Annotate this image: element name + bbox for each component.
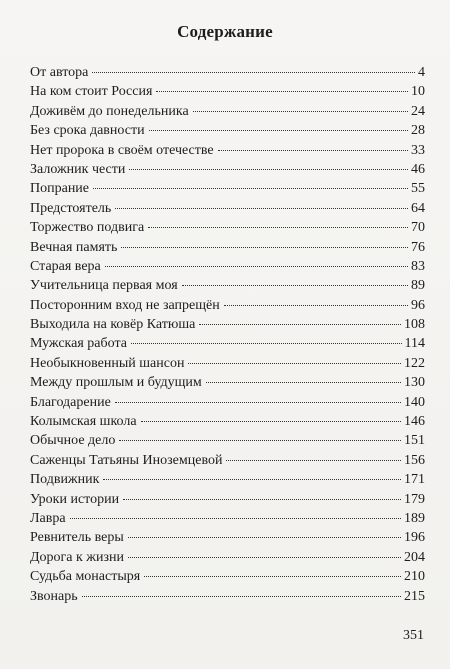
- toc-entry-page: 196: [404, 530, 425, 546]
- toc-entry-title: Подвижник: [30, 472, 100, 488]
- toc-entry: [30, 179, 425, 198]
- toc-entry-page: 70: [411, 220, 425, 236]
- toc-entry-title: Между прошлым и будущим: [30, 375, 202, 391]
- toc-entry: [30, 160, 425, 179]
- toc-entry-title: Звонарь: [30, 588, 78, 604]
- toc-entry-title: Старая вера: [30, 258, 101, 274]
- toc-entry-page: 151: [404, 433, 425, 449]
- toc-entry-page: 28: [411, 123, 425, 139]
- toc-entry-page: 10: [411, 84, 425, 100]
- toc-entry-page: 171: [404, 472, 425, 488]
- toc-entry: [30, 354, 425, 373]
- toc-entry-page: 33: [411, 142, 425, 158]
- dot-leader: [105, 266, 408, 267]
- toc-entry-page: 46: [411, 161, 425, 177]
- toc-entry: [30, 218, 425, 237]
- dot-leader: [199, 324, 401, 325]
- toc-entry-title: Заложник чести: [30, 161, 126, 177]
- toc-entry: [30, 82, 425, 101]
- dot-leader: [141, 421, 401, 422]
- dot-leader: [224, 305, 408, 306]
- toc-entry-title: Посторонним вход не запрещён: [30, 297, 220, 313]
- toc-entry-page: 83: [411, 258, 425, 274]
- toc-entry: [30, 393, 425, 412]
- toc-entry-title: На ком стоит Россия: [30, 84, 153, 100]
- dot-leader: [206, 382, 401, 383]
- toc-entry-title: Доживём до понедельника: [30, 103, 189, 119]
- toc-entry-title: Без срока давности: [30, 123, 145, 139]
- toc-entry-page: 76: [411, 239, 425, 255]
- toc-entry-title: Попрание: [30, 181, 90, 197]
- toc-entry: [30, 257, 425, 276]
- dot-leader: [121, 247, 408, 248]
- dot-leader: [93, 188, 408, 189]
- dot-leader: [144, 576, 401, 577]
- toc-entry: [30, 490, 425, 509]
- dot-leader: [70, 518, 401, 519]
- toc-entry-page: 140: [404, 394, 425, 410]
- toc-entry-page: 179: [404, 491, 425, 507]
- page-title: Содержание: [177, 22, 273, 41]
- toc-entry-page: 24: [411, 103, 425, 119]
- toc-entry: [30, 121, 425, 140]
- toc-entry: [30, 412, 425, 431]
- toc-entry: [30, 334, 425, 353]
- toc-entry-title: Мужская работа: [30, 336, 127, 352]
- toc-entry-title: Необыкновенный шансон: [30, 355, 185, 371]
- toc-entry-title: Лавра: [30, 510, 66, 526]
- dot-leader: [115, 402, 401, 403]
- dot-leader: [218, 150, 408, 151]
- dot-leader: [82, 596, 401, 597]
- toc-entry: [30, 431, 425, 450]
- toc-entry: [30, 276, 425, 295]
- dot-leader: [128, 557, 401, 558]
- toc-entry-page: 204: [404, 549, 425, 565]
- toc-entry-title: Судьба монастыря: [30, 569, 141, 585]
- table-of-contents: [30, 63, 425, 606]
- toc-entry-page: 156: [404, 452, 425, 468]
- toc-entry-page: 4: [418, 65, 425, 80]
- toc-entry: [30, 567, 425, 586]
- toc-entry: [30, 470, 425, 489]
- toc-entry-page: 89: [411, 278, 425, 294]
- toc-entry-title: Выходила на ковёр Катюша: [30, 317, 196, 333]
- toc-entry-title: Колымская школа: [30, 414, 137, 430]
- toc-entry: [30, 141, 425, 160]
- dot-leader: [193, 111, 408, 112]
- toc-entry-page: 55: [411, 181, 425, 197]
- toc-entry-page: 122: [404, 355, 425, 371]
- toc-entry: [30, 509, 425, 528]
- toc-entry-page: 108: [404, 317, 425, 333]
- toc-entry-title: Учительница первая моя: [30, 278, 178, 294]
- toc-entry-page: 210: [404, 569, 425, 585]
- toc-entry: [30, 451, 425, 470]
- dot-leader: [92, 72, 415, 73]
- toc-entry-title: Предстоятель: [30, 200, 112, 216]
- toc-entry: [30, 528, 425, 547]
- dot-leader: [123, 499, 401, 500]
- dot-leader: [131, 343, 402, 344]
- dot-leader: [128, 537, 401, 538]
- toc-entry-page: 189: [404, 510, 425, 526]
- toc-entry-page: 96: [411, 297, 425, 313]
- dot-leader: [103, 479, 401, 480]
- toc-entry-title: Ревнитель веры: [30, 530, 124, 546]
- dot-leader: [156, 91, 408, 92]
- toc-entry-title: Обычное дело: [30, 433, 116, 449]
- dot-leader: [182, 285, 408, 286]
- dot-leader: [148, 227, 408, 228]
- dot-leader: [129, 169, 408, 170]
- toc-entry: [30, 238, 425, 257]
- toc-entry-title: Вечная память: [30, 239, 118, 255]
- toc-entry: [30, 587, 425, 606]
- toc-entry-title: Уроки истории: [30, 491, 120, 507]
- toc-entry-page: 114: [404, 336, 425, 352]
- dot-leader: [149, 130, 408, 131]
- toc-entry: [30, 296, 425, 315]
- page-number: 351: [403, 628, 424, 643]
- toc-entry-title: Благодарение: [30, 394, 111, 410]
- dot-leader: [115, 208, 408, 209]
- toc-entry-page: 64: [411, 200, 425, 216]
- toc-entry-title: Нет пророка в своём отечестве: [30, 142, 214, 158]
- toc-entry-page: 215: [404, 588, 425, 604]
- toc-entry: [30, 373, 425, 392]
- toc-entry: [30, 199, 425, 218]
- toc-entry-title: Саженцы Татьяны Иноземцевой: [30, 452, 223, 468]
- toc-entry: [30, 548, 425, 567]
- toc-entry: [30, 63, 425, 82]
- toc-entry-page: 130: [404, 375, 425, 391]
- toc-entry-title: От автора: [30, 65, 89, 80]
- toc-entry: [30, 315, 425, 334]
- dot-leader: [119, 440, 401, 441]
- dot-leader: [226, 460, 401, 461]
- toc-entry: [30, 102, 425, 121]
- dot-leader: [188, 363, 401, 364]
- toc-entry-title: Дорога к жизни: [30, 549, 124, 565]
- toc-entry-title: Торжество подвига: [30, 220, 145, 236]
- toc-entry-page: 146: [404, 414, 425, 430]
